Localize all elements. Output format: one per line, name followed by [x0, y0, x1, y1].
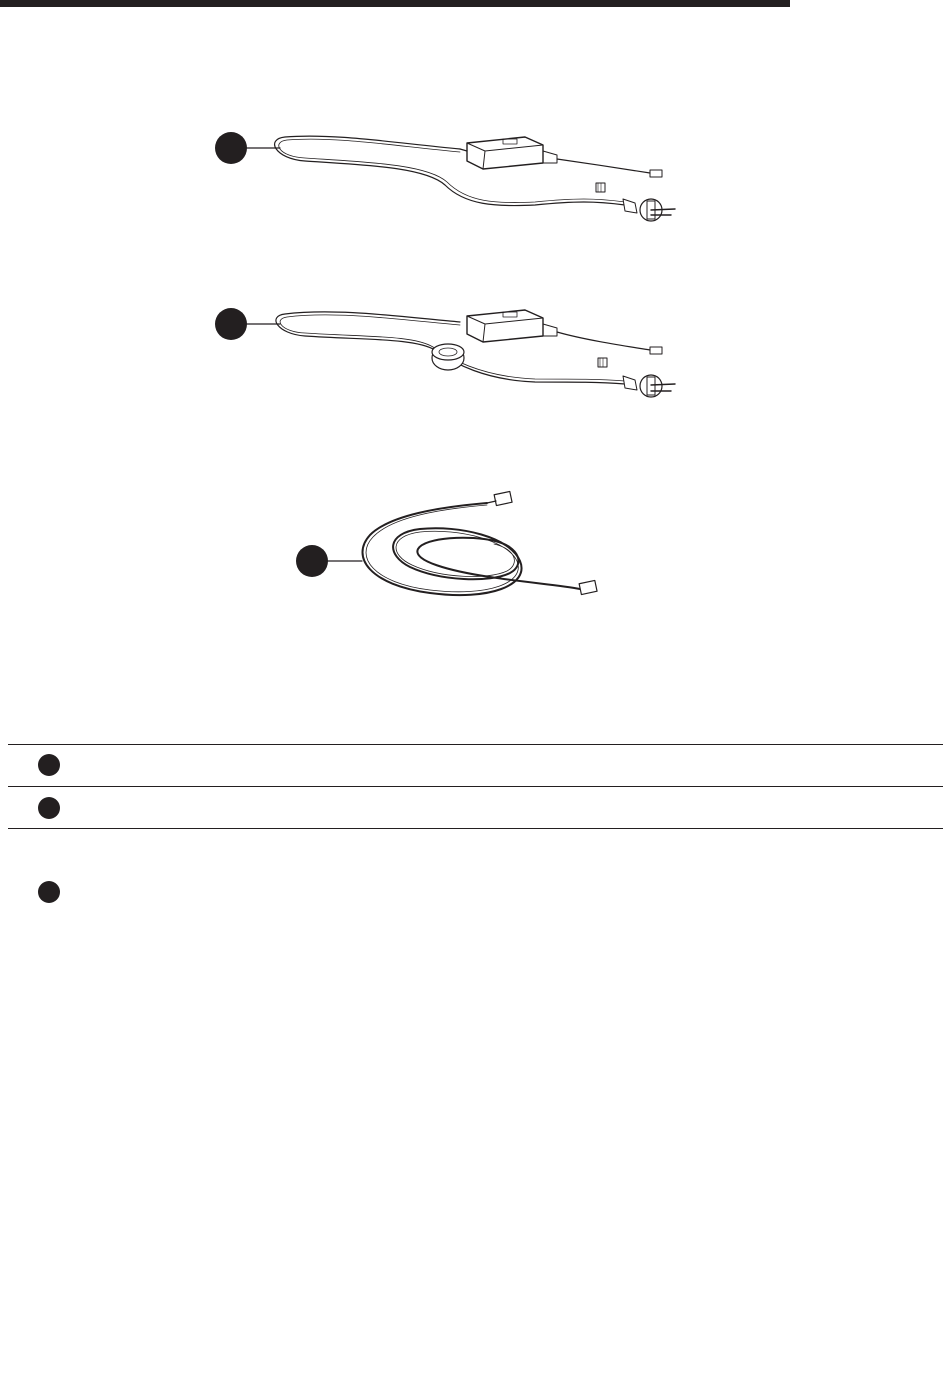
cap-icon [596, 183, 605, 192]
cable-connector-icon [579, 580, 597, 594]
figure-power-supply-with-cable [205, 115, 685, 235]
legend-row-marker-icon [38, 754, 60, 776]
legend-row-marker-icon [38, 797, 60, 819]
output-connector-icon [650, 170, 662, 177]
callout-marker-icon [296, 545, 328, 577]
callout-marker-icon [215, 132, 247, 164]
callout-marker-icon [215, 308, 247, 340]
plug-icon [623, 375, 675, 397]
legend-bottom-rule [8, 828, 943, 829]
legend-row-marker-icon [38, 881, 60, 903]
power-supply-box-icon [460, 137, 557, 169]
legend-row-divider [8, 786, 943, 787]
power-supply-box-icon [467, 310, 557, 342]
plug-icon [623, 199, 675, 221]
cable [275, 136, 625, 206]
figure-extension-cable-coil [290, 485, 620, 615]
cable-connector-icon [487, 491, 512, 505]
legend-top-rule [8, 744, 943, 745]
cap-icon [598, 358, 607, 367]
inline-switch-icon [432, 344, 464, 370]
top-rule [0, 0, 790, 7]
cable-coil [363, 503, 581, 595]
output-connector-icon [650, 347, 662, 354]
figure-power-supply-with-switch [205, 290, 685, 410]
